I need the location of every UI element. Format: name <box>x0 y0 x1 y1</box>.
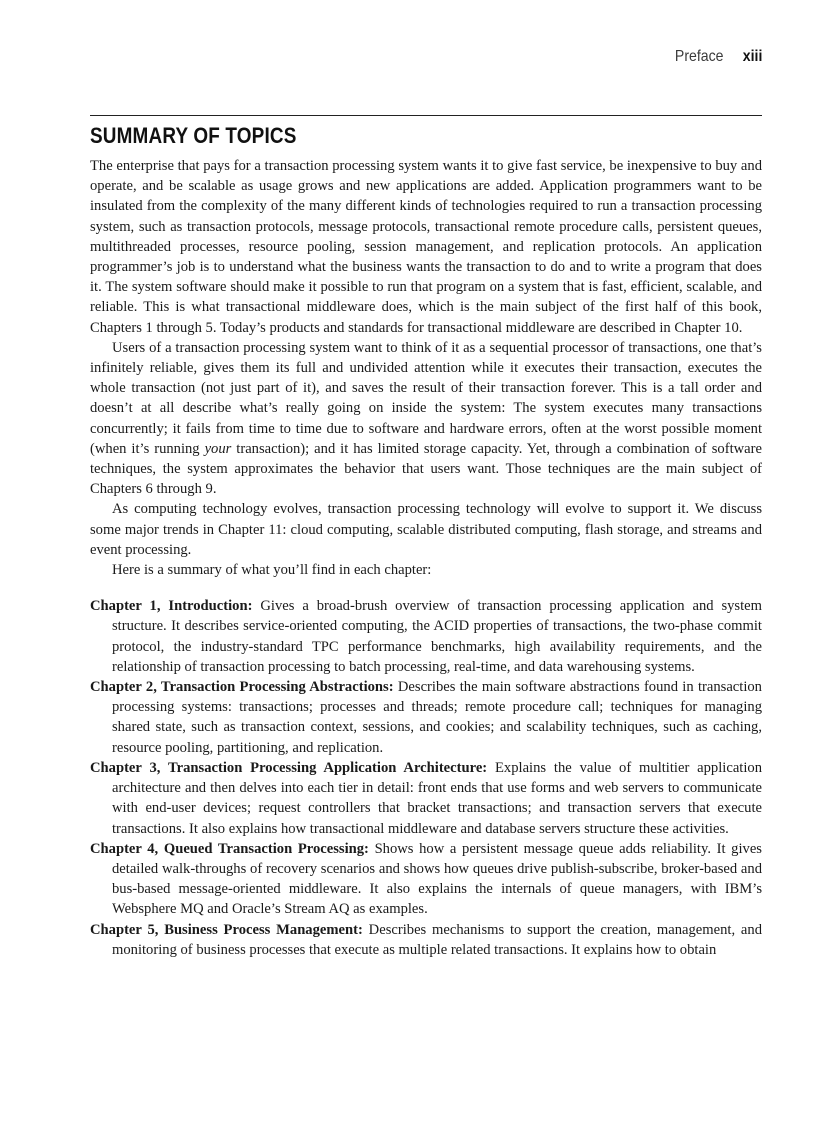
chapter-title: Chapter 4, Queued Transaction Processing: <box>90 840 369 857</box>
chapter-description: Gives a broad-brush overview of transaction processing application and system structure. It describes service-oriented computing, the ACID properties of transactions, the two-phase commit protocol, the industry-standard TPC performance benchmarks, high availability requirements, and the relationship of transaction processing to batch processing, real-time, and data warehousing systems. <box>112 598 762 675</box>
chapter-description: Describes the main software abstractions found in transaction processing systems: transactions; processes and threads; remote procedure call; techniques for managing shared state, such as transaction context, sessions, and cookies; and scalability techniques, such as caching, resource pooling, partitioning, and replication. <box>112 679 762 756</box>
chapter-summary-item <box>90 596 762 677</box>
paragraph-2-text-b: transaction); and it has limited storage capacity. Yet, through a combination of software techniques, the system approximates the behavior that users want. Those techniques are the main subject of Chapters 6 through 9. <box>90 440 762 498</box>
paragraph-1: The enterprise that pays for a transaction processing system wants it to give fast service, be inexpensive to buy and operate, and be scalable as usage grows and new applications are added. Application programmers want to be insulated from the complexity of the many different kinds of technologies required to run a transaction processing system, such as transaction protocols, message protocols, transactional remote procedure calls, persistent queues, multithreaded processes, resource pooling, session management, and replication protocols. An application programmer’s job is to understand what the business wants the transaction to do and to write a program that does it. The system software should make it possible to run that program on a system that is fast, efficient, scalable, and reliable. This is what transactional middleware does, which is the main subject of the first half of this book, Chapters 1 through 5. Today’s products and standards for transactional middleware are described in Chapter 10. <box>90 158 762 336</box>
chapter-summary-item <box>90 677 762 758</box>
paragraph-2 <box>90 338 762 500</box>
chapter-title: Chapter 2, Transaction Processing Abstractions: <box>90 679 394 696</box>
chapter-description: Describes mechanisms to support the creation, management, and monitoring of business processes that execute as multiple related transactions. It explains how to obtain <box>112 921 762 958</box>
chapter-summary-list <box>90 596 762 960</box>
chapter-title: Chapter 1, Introduction: <box>90 598 253 615</box>
paragraph-4: Here is a summary of what you’ll find in each chapter: <box>112 562 432 579</box>
chapter-description: Shows how a persistent message queue adds reliability. It gives detailed walk-throughs of recovery scenarios and shows how queues drive publish-subscribe, broker-based and bus-based message-oriented middleware. It also explains the internals of queue managers, with IBM’s Websphere MQ and Oracle’s Stream AQ as examples. <box>112 840 762 918</box>
body-text <box>90 156 762 960</box>
chapter-title: Chapter 3, Transaction Processing Application Architecture: <box>90 759 488 776</box>
running-head-section: Preface <box>674 48 724 65</box>
chapter-summary-item <box>90 758 762 839</box>
page-number: xiii <box>742 48 762 65</box>
paragraph-2-emphasis: your <box>204 440 232 457</box>
chapter-summary-item <box>90 839 762 920</box>
paragraph-2-text-a: Users of a transaction processing system want to think of it as a sequential processor of transactions, one that’s infinitely reliable, gives them its full and undivided attention while it executes their transaction, executes the whole transaction (not just part of it), and saves the result of their transaction forever. This is a tall order and doesn’t at all describe what’s really going on inside the system: The system executes many transactions concurrently; it fails from time to time due to software and hardware errors, often at the worst possible moment (when it’s running <box>90 339 762 457</box>
paragraph-3: As computing technology evolves, transaction processing technology will evolve to support it. We discuss some major trends in Chapter 11: cloud computing, scalable distributed computing, flash storage, and streams and event processing. <box>90 501 762 558</box>
running-head <box>675 48 762 66</box>
section-rule <box>90 115 762 116</box>
chapter-title: Chapter 5, Business Process Management: <box>90 921 363 938</box>
section-title: SUMMARY OF TOPICS <box>90 123 297 148</box>
chapter-summary-item <box>90 920 762 960</box>
chapter-description: Explains the value of multitier application architecture and then delves into each tier in detail: front ends that use forms and web servers to communicate with end-user devices; request controllers that bracket transactions; and transaction servers that execute transactions. It also explains how transactional middleware and database servers structure these activities. <box>112 759 762 837</box>
